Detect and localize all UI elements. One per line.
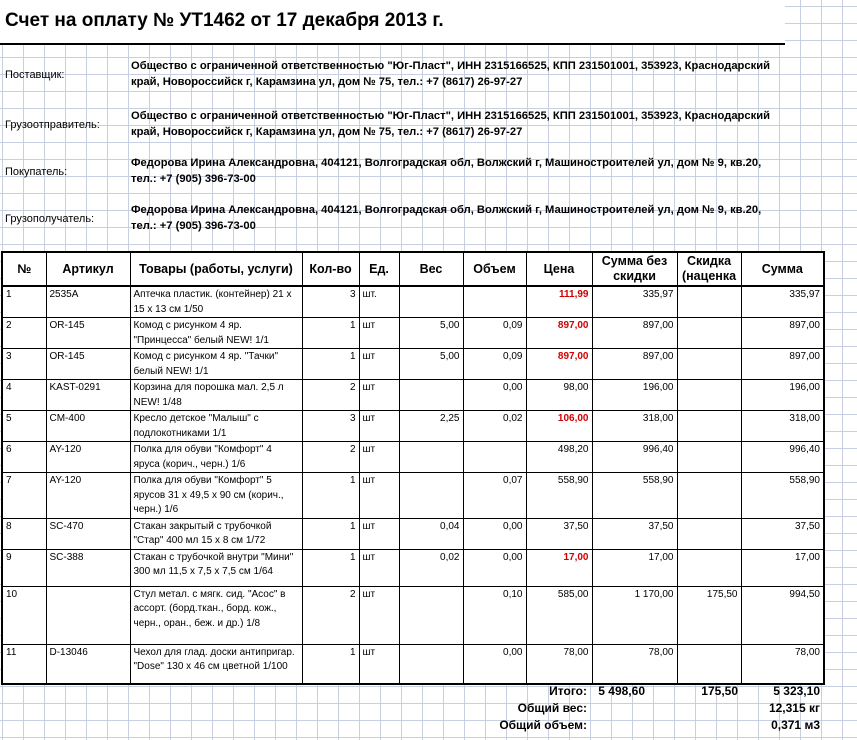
party-label: Поставщик: xyxy=(5,69,65,81)
title-bar xyxy=(0,0,785,45)
cell-article: SC-470 xyxy=(46,518,130,549)
cell-sum: 994,50 xyxy=(741,586,824,644)
table-row xyxy=(2,318,824,349)
cell-weight xyxy=(399,442,463,473)
cell-discount xyxy=(677,286,741,318)
cell-sum-no-discount: 558,90 xyxy=(592,473,677,519)
cell-unit: шт xyxy=(359,644,399,684)
volume-label: Общий объем: xyxy=(499,718,587,732)
cell-qty: 1 xyxy=(302,473,359,519)
cell-volume: 0,00 xyxy=(463,518,526,549)
table-body xyxy=(2,286,824,684)
cell-qty: 3 xyxy=(302,411,359,442)
party-supplier xyxy=(0,50,785,100)
table-row xyxy=(2,286,824,318)
cell-sum-no-discount: 996,40 xyxy=(592,442,677,473)
cell-sum: 996,40 xyxy=(741,442,824,473)
cell-discount xyxy=(677,549,741,586)
cell-article: OR-145 xyxy=(46,318,130,349)
cell-sum: 897,00 xyxy=(741,349,824,380)
cell-qty: 2 xyxy=(302,586,359,644)
cell-weight: 5,00 xyxy=(399,349,463,380)
cell-num: 8 xyxy=(2,518,46,549)
table-row xyxy=(2,518,824,549)
cell-weight xyxy=(399,644,463,684)
cell-sum-no-discount: 78,00 xyxy=(592,644,677,684)
cell-sum: 196,00 xyxy=(741,380,824,411)
party-value: Федорова Ирина Александровна, 404121, Волгоградская обл, Волжский г, Машиностроителей ул, дом № 9, кв.20, тел.: +7 (905) 396-73-00 xyxy=(131,157,762,185)
cell-sum-no-discount: 17,00 xyxy=(592,549,677,586)
cell-article: KAST-0291 xyxy=(46,380,130,411)
cell-goods: Стакан закрытый с трубочкой "Стар" 400 мл 15 х 8 см 1/72 xyxy=(130,518,302,549)
cell-price: 106,00 xyxy=(526,411,592,442)
cell-unit: шт xyxy=(359,318,399,349)
cell-price: 558,90 xyxy=(526,473,592,519)
cell-unit: шт xyxy=(359,549,399,586)
cell-discount xyxy=(677,518,741,549)
col-header-sum: Сумма xyxy=(741,252,824,286)
col-header-goods: Товары (работы, услуги) xyxy=(130,252,302,286)
cell-article: AY-120 xyxy=(46,442,130,473)
cell-discount: 175,50 xyxy=(677,586,741,644)
table-row xyxy=(2,586,824,644)
col-header-discount: Скидка (наценка xyxy=(677,252,741,286)
cell-discount xyxy=(677,411,741,442)
cell-article: SC-388 xyxy=(46,549,130,586)
totals-row-weight xyxy=(0,701,857,718)
cell-unit: шт xyxy=(359,518,399,549)
cell-volume: 0,00 xyxy=(463,380,526,411)
cell-article: OR-145 xyxy=(46,349,130,380)
cell-num: 1 xyxy=(2,286,46,318)
cell-price: 37,50 xyxy=(526,518,592,549)
cell-goods: Полка для обуви "Комфорт" 4 яруса (корич., черн.) 1/6 xyxy=(130,442,302,473)
cell-weight xyxy=(399,380,463,411)
weight-value: 12,315 кг xyxy=(768,701,820,715)
cell-unit: шт xyxy=(359,586,399,644)
party-label: Грузополучатель: xyxy=(5,213,95,225)
cell-volume: 0,09 xyxy=(463,349,526,380)
cell-sum-no-discount: 37,50 xyxy=(592,518,677,549)
table-row xyxy=(2,549,824,586)
cell-discount xyxy=(677,349,741,380)
party-label: Грузоотправитель: xyxy=(5,119,100,131)
party-value: Общество с ограниченной ответственностью "Юг-Пласт", ИНН 2315166525, КПП 231501001, 353923, Краснодарский край, Новороссийск г, Карамзина ул, дом № 75, тел.: +7 (8617) 26-97-27 xyxy=(131,60,770,88)
totals-row-itogo xyxy=(0,684,857,701)
cell-price: 111,99 xyxy=(526,286,592,318)
cell-sum-no-discount: 897,00 xyxy=(592,318,677,349)
weight-label: Общий вес: xyxy=(517,701,587,715)
cell-weight: 2,25 xyxy=(399,411,463,442)
itogo-sum: 5 323,10 xyxy=(773,684,820,698)
cell-volume: 0,10 xyxy=(463,586,526,644)
col-header-unit: Ед. xyxy=(359,252,399,286)
cell-price: 98,00 xyxy=(526,380,592,411)
cell-sum-no-discount: 1 170,00 xyxy=(592,586,677,644)
cell-price: 585,00 xyxy=(526,586,592,644)
cell-weight: 0,04 xyxy=(399,518,463,549)
cell-qty: 3 xyxy=(302,286,359,318)
cell-volume xyxy=(463,442,526,473)
table-row xyxy=(2,349,824,380)
cell-unit: шт xyxy=(359,349,399,380)
cell-goods: Корзина для порошка мал. 2,5 л NEW! 1/48 xyxy=(130,380,302,411)
col-header-qty: Кол-во xyxy=(302,252,359,286)
cell-price: 17,00 xyxy=(526,549,592,586)
cell-article xyxy=(46,586,130,644)
cell-sum: 17,00 xyxy=(741,549,824,586)
cell-sum: 897,00 xyxy=(741,318,824,349)
itogo-label: Итого: xyxy=(549,684,587,698)
cell-num: 5 xyxy=(2,411,46,442)
table-row xyxy=(2,380,824,411)
volume-value: 0,371 м3 xyxy=(771,718,820,732)
itogo-sum-no-discount: 5 498,60 xyxy=(598,684,645,698)
invoice-title: Счет на оплату № УТ1462 от 17 декабря 2013 г. xyxy=(5,10,444,31)
col-header-article: Артикул xyxy=(46,252,130,286)
cell-goods: Стакан с трубочкой внутри "Мини" 300 мл 11,5 х 7,5 х 7,5 см 1/64 xyxy=(130,549,302,586)
cell-volume xyxy=(463,286,526,318)
cell-article: D-13046 xyxy=(46,644,130,684)
cell-qty: 2 xyxy=(302,442,359,473)
col-header-price: Цена xyxy=(526,252,592,286)
cell-num: 6 xyxy=(2,442,46,473)
cell-discount xyxy=(677,380,741,411)
cell-goods: Полка для обуви "Комфорт" 5 ярусов 31 х 49,5 х 90 см (корич., черн.) 1/6 xyxy=(130,473,302,519)
cell-sum-no-discount: 335,97 xyxy=(592,286,677,318)
party-value: Федорова Ирина Александровна, 404121, Волгоградская обл, Волжский г, Машиностроителей ул, дом № 9, кв.20, тел.: +7 (905) 396-73-00 xyxy=(131,204,762,232)
cell-qty: 1 xyxy=(302,518,359,549)
cell-weight xyxy=(399,586,463,644)
cell-num: 11 xyxy=(2,644,46,684)
cell-discount xyxy=(677,473,741,519)
cell-goods: Чехол для глад. доски антипригар. "Dose" 130 х 46 см цветной 1/100 xyxy=(130,644,302,684)
cell-unit: шт xyxy=(359,380,399,411)
cell-sum: 335,97 xyxy=(741,286,824,318)
cell-volume: 0,00 xyxy=(463,644,526,684)
cell-weight: 5,00 xyxy=(399,318,463,349)
cell-price: 897,00 xyxy=(526,318,592,349)
cell-qty: 1 xyxy=(302,318,359,349)
itogo-discount: 175,50 xyxy=(701,684,738,698)
cell-num: 9 xyxy=(2,549,46,586)
cell-volume: 0,00 xyxy=(463,549,526,586)
cell-num: 2 xyxy=(2,318,46,349)
cell-qty: 1 xyxy=(302,349,359,380)
cell-price: 498,20 xyxy=(526,442,592,473)
items-table xyxy=(1,251,825,685)
cell-num: 7 xyxy=(2,473,46,519)
cell-goods: Кресло детское "Малыш" с подлокотниками 1/1 xyxy=(130,411,302,442)
cell-article: AY-120 xyxy=(46,473,130,519)
cell-sum-no-discount: 318,00 xyxy=(592,411,677,442)
cell-price: 897,00 xyxy=(526,349,592,380)
cell-discount xyxy=(677,318,741,349)
cell-unit: шт xyxy=(359,442,399,473)
cell-goods: Стул метал. с мягк. сид. "Асос" в ассорт. (борд.ткан., борд. кож., черн., оран., беж. и др.) 1/8 xyxy=(130,586,302,644)
cell-unit: шт xyxy=(359,411,399,442)
col-header-volume: Объем xyxy=(463,252,526,286)
cell-num: 4 xyxy=(2,380,46,411)
cell-sum-no-discount: 897,00 xyxy=(592,349,677,380)
cell-weight xyxy=(399,286,463,318)
party-buyer xyxy=(0,150,785,196)
cell-article: 2535A xyxy=(46,286,130,318)
col-header-weight: Вес xyxy=(399,252,463,286)
cell-num: 10 xyxy=(2,586,46,644)
table-row xyxy=(2,644,824,684)
cell-weight: 0,02 xyxy=(399,549,463,586)
table-row xyxy=(2,473,824,519)
cell-volume: 0,09 xyxy=(463,318,526,349)
cell-qty: 1 xyxy=(302,549,359,586)
cell-goods: Комод с рисунком 4 яр. "Принцесса" белый NEW! 1/1 xyxy=(130,318,302,349)
cell-sum-no-discount: 196,00 xyxy=(592,380,677,411)
cell-qty: 2 xyxy=(302,380,359,411)
table-header-row xyxy=(2,252,824,286)
cell-price: 78,00 xyxy=(526,644,592,684)
cell-sum: 78,00 xyxy=(741,644,824,684)
party-label: Покупатель: xyxy=(5,166,68,178)
party-consignee xyxy=(0,196,785,246)
cell-qty: 1 xyxy=(302,644,359,684)
cell-goods: Аптечка пластик. (контейнер) 21 х 15 х 13 см 1/50 xyxy=(130,286,302,318)
party-shipper xyxy=(0,100,785,150)
table-row xyxy=(2,411,824,442)
cell-num: 3 xyxy=(2,349,46,380)
cell-discount xyxy=(677,442,741,473)
cell-volume: 0,07 xyxy=(463,473,526,519)
cell-sum: 558,90 xyxy=(741,473,824,519)
cell-goods: Комод с рисунком 4 яр. "Тачки" белый NEW! 1/1 xyxy=(130,349,302,380)
cell-discount xyxy=(677,644,741,684)
cell-unit: шт. xyxy=(359,286,399,318)
cell-volume: 0,02 xyxy=(463,411,526,442)
party-value: Общество с ограниченной ответственностью "Юг-Пласт", ИНН 2315166525, КПП 231501001, 353923, Краснодарский край, Новороссийск г, Карамзина ул, дом № 75, тел.: +7 (8617) 26-97-27 xyxy=(131,110,770,138)
table-row xyxy=(2,442,824,473)
cell-article: CM-400 xyxy=(46,411,130,442)
cell-sum: 318,00 xyxy=(741,411,824,442)
totals-row-volume xyxy=(0,718,857,735)
col-header-sum-no-discount: Сумма без скидки xyxy=(592,252,677,286)
cell-unit: шт xyxy=(359,473,399,519)
cell-sum: 37,50 xyxy=(741,518,824,549)
cell-weight xyxy=(399,473,463,519)
col-header-num: № xyxy=(2,252,46,286)
